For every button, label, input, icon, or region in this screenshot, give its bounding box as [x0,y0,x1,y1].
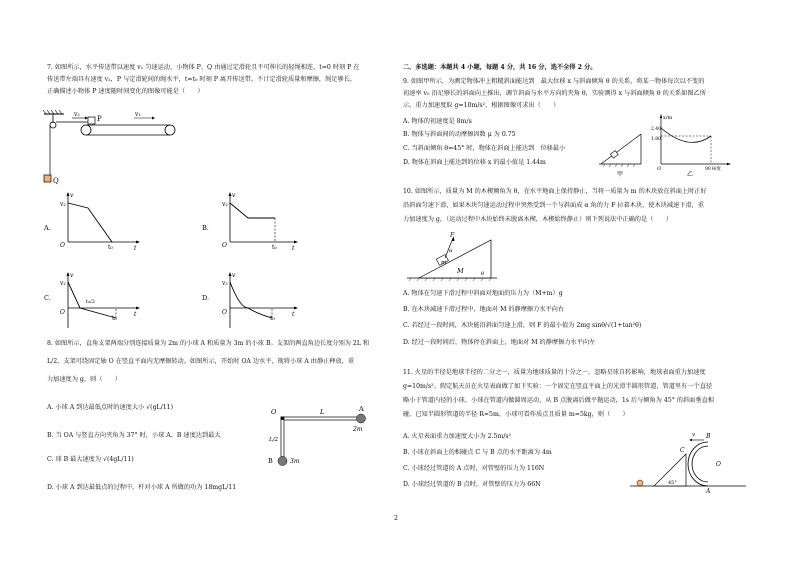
q8-line-3: 力加速度为 g，则（ ） [47,376,121,383]
q10-fig-M: M [457,267,464,275]
q9-option-c: C. 当斜面倾角 θ=45° 时，物体在斜面上能达到 位移最小 [403,145,566,152]
q7-fig-p-label: P [97,115,102,123]
q10-fig-theta: θ [481,271,485,277]
q9-fig-o: O [657,166,662,172]
q8-line-1: 8. 如图所示，直角支架两端分别连接质量为 2m 的小球 A 和质量为 3m 的小球 B。支架的两直角边长度分别为 2L 和 [47,340,370,347]
q11-line-1: 11. 火星的半径是地球半径的二分之一，质量为地球质量的十分之一，忽略星球自转影响，地球表面重力加速度 [403,369,706,376]
q7-fig-q-label: Q [53,177,59,185]
q8-option-c: C. 球 B 最大速度为 √(4gL/11) [47,456,134,463]
q7-option-d-origin: O [222,309,227,316]
q11-fig-c: C [680,447,685,454]
q9-line-1: 9. 如图甲所示，为测定物体冲上粗糙斜面能达到 最大位移 x 与斜面倾角 θ 的关系，将某一物体每次以不变的 [403,78,705,85]
q10-line-3: 力加速度为 g，（运动过程中木块始终未脱离木楔，木楔始终静止）则下列说法中正确的是（ ） [403,216,672,223]
q9-line-2: 初速率 v₀ 沿足够长的斜面向上推出，调节斜面与水平方向的夹角 θ，实验测得 x 与斜面倾角 θ 的关系如图乙所 [403,90,706,97]
q11-fig-angle: 45° [668,480,677,486]
q7-option-c-v2: v₂ [60,280,66,287]
q7-line-3: 正确描述小物体 P 速度随时间变化的图像可能是（ ） [47,88,204,95]
q7-option-c-t-axis: t [134,311,137,318]
q11-fig-b: B [706,433,711,440]
q11-option-b: B. 小球在斜面上的相碰点 C 与 B 点的水平距离为 4m [403,449,552,456]
q9-option-b: B. 物体与斜面间的动摩擦因数 μ 为 0.75 [403,131,516,138]
q11-fig-o: O [716,461,721,468]
q11-option-a: A. 火星表面重力加速度大小为 2.5m/s² [403,433,512,440]
q7-option-d-graph [200,270,300,330]
q7-option-a-label: A. [44,224,51,232]
q7-option-b-t0: t₀ [272,244,277,250]
q7-option-b-t-axis: t [292,245,295,250]
q10-wedge-figure [405,228,500,284]
q9-option-d: D. 物体在斜面上能达到的位移 x 的最小值是 1.44m [403,159,546,166]
q9-fig-angle: 90 θ/度 [705,167,721,172]
q7-option-a-t-axis: t [134,245,137,250]
q7-option-a-v2: v₂ [60,201,66,208]
q10-line-2: 沿斜面匀速下滑，如果木块匀速运动过程中突然受到一个与斜面成 α 角的力 F 拉着木块，使木块减速下滑，重 [403,202,704,209]
q7-option-b-origin: O [222,242,227,249]
page-number: 2 [394,515,398,522]
q7-fig-v1-label: v₁ [135,111,141,118]
q7-fig-v2-label: v₂ [74,111,80,118]
q8-fig-b-mass: 3m [290,458,300,465]
q7-option-a-origin: O [60,242,65,249]
q11-option-d: D. 小球经过管道的 B 点时，对管壁的压力为 66N [403,481,541,488]
q8-fig-a-label: A [359,405,364,413]
q7-option-a-t0: t₀ [108,244,113,250]
q8-fig-b-label: B [268,457,273,465]
q8-fig-l-label: L [320,408,325,416]
q7-line-2: 传送带左端具有速度 v₂，P 与定滑轮间的绳水平，t=t₀ 时刻 P 离开传送带。不计定滑轮质量和摩擦，绳足够长， [47,76,357,83]
q10-option-a: A. 物体在匀速下滑过程中斜面对地面的压力为（M+m）g [403,290,563,297]
q7-option-c-label: C. [44,294,51,302]
q9-incline-and-graph-figure [595,112,735,182]
q7-option-b-graph [200,190,300,250]
q10-line-1: 10. 如图所示，质量为 M 的木楔倾角为 θ，在水平地面上保持静止，当将一质量为 m 的木块放在斜面上时正好 [403,188,707,195]
q7-option-c-origin: O [60,309,65,316]
q9-fig-jia: 甲 [617,171,624,178]
q10-option-d: D. 经过一段时间后，物体停在斜面上，地面对 M 的静摩擦力水平向左 [403,339,596,346]
q8-option-d: D. 小球 A 到达最低点的过程中，杆对小球 A 所做的功为 18mgL/11 [47,484,237,491]
q7-option-b-label: B. [202,224,209,232]
q10-option-c: C. 若经过一段时间，木块能沿斜面匀速上滑，则 F 的最小值为 2mg sinθ/√(1+tan²θ) [403,322,642,329]
q8-fig-o-label: O [271,408,277,416]
q8-line-2: L/2，支架可绕固定轴 O 在竖直平面内无摩擦转动。如图所示，开始时 OA 边水平，现将小球 A 由静止释放，重 [47,358,355,365]
q10-option-b: B. 在木块减速下滑过程中，地面对 M 的静摩擦力水平向右 [403,306,565,313]
q7-option-a-v-axis: v [70,192,74,199]
q10-fig-m: m [441,260,447,266]
q7-option-d-t0: t₀ [270,315,275,322]
q9-fig-yi: 乙 [687,171,694,178]
q8-right-angle-frame-figure [265,405,375,470]
q9-fig-y1: 2.40 [651,127,662,132]
q7-conveyor-figure [40,108,190,188]
q7-option-b-v2: v₂ [222,201,228,208]
section-2-heading: 二、多选题：本题共 4 小题，每题 4 分，共 16 分，选不全得 2 分。 [403,64,597,71]
q8-option-b: B. 当 OA 与竖直方向夹角为 37° 时，小球 A、B 速度达到最大 [47,432,221,439]
q11-semicircle-tube-figure [628,424,748,494]
q9-fig-y2: 1.80 [651,137,662,142]
q7-option-a-graph [42,190,142,250]
q11-line-3: 略小于管道内径的小球，小球在管道内做圆周运动，从 B 点脱离后做平抛运动，1s 后与倾角为 45° 的斜面垂直相 [403,397,714,404]
q10-fig-F: F [450,232,455,239]
q11-line-4: 碰。已知半圆形管道的半径 R=5m，小球可看作质点且质量 m=5kg，则（ ） [403,411,629,418]
q11-fig-v: v [692,432,696,438]
q11-option-c: C. 小球经过管道的 A 点时，对管壁的压力为 116N [403,465,545,472]
q7-option-c-v-axis: v [70,272,74,279]
q7-option-d-label: D. [202,294,210,302]
q7-option-c-t0: t₀ [112,315,117,322]
q7-option-b-v-axis: v [232,192,236,199]
q11-fig-a: A [706,488,711,494]
q8-fig-a-mass: 2m [353,426,363,433]
q7-option-d-v2: v₂ [222,280,228,287]
q9-fig-x-axis: x/m [663,115,673,121]
q11-line-2: g=10m/s²。假定航天员在火星表面做了如下实验：一个固定在竖直平面上的光滑半圆形管道，管道里有一个直径 [403,383,713,390]
q7-option-c-t0half: t₀/2 [86,299,95,305]
q7-option-d-v-axis: v [232,272,236,279]
q10-fig-alpha: α [449,248,453,254]
q7-option-c-graph [42,270,142,330]
q8-fig-half-label: L/2 [269,437,279,443]
q7-option-d-t-axis: t [292,311,295,318]
q9-option-a: A. 物体的初速度是 8m/s [403,118,472,125]
q8-option-a: A. 小球 A 到达最低点时的速度大小 √(gL/11) [47,404,174,411]
q9-line-3: 示，重力加速度取 g=10m/s²，根据图像可求出（ ） [403,102,560,109]
q7-line-1: 7. 如图所示，水平传送带以速度 v₁ 匀速运动，小物体 P、Q 由通过定滑轮且不可伸长的轻绳相连，t=0 时刻 P 在 [47,64,360,71]
